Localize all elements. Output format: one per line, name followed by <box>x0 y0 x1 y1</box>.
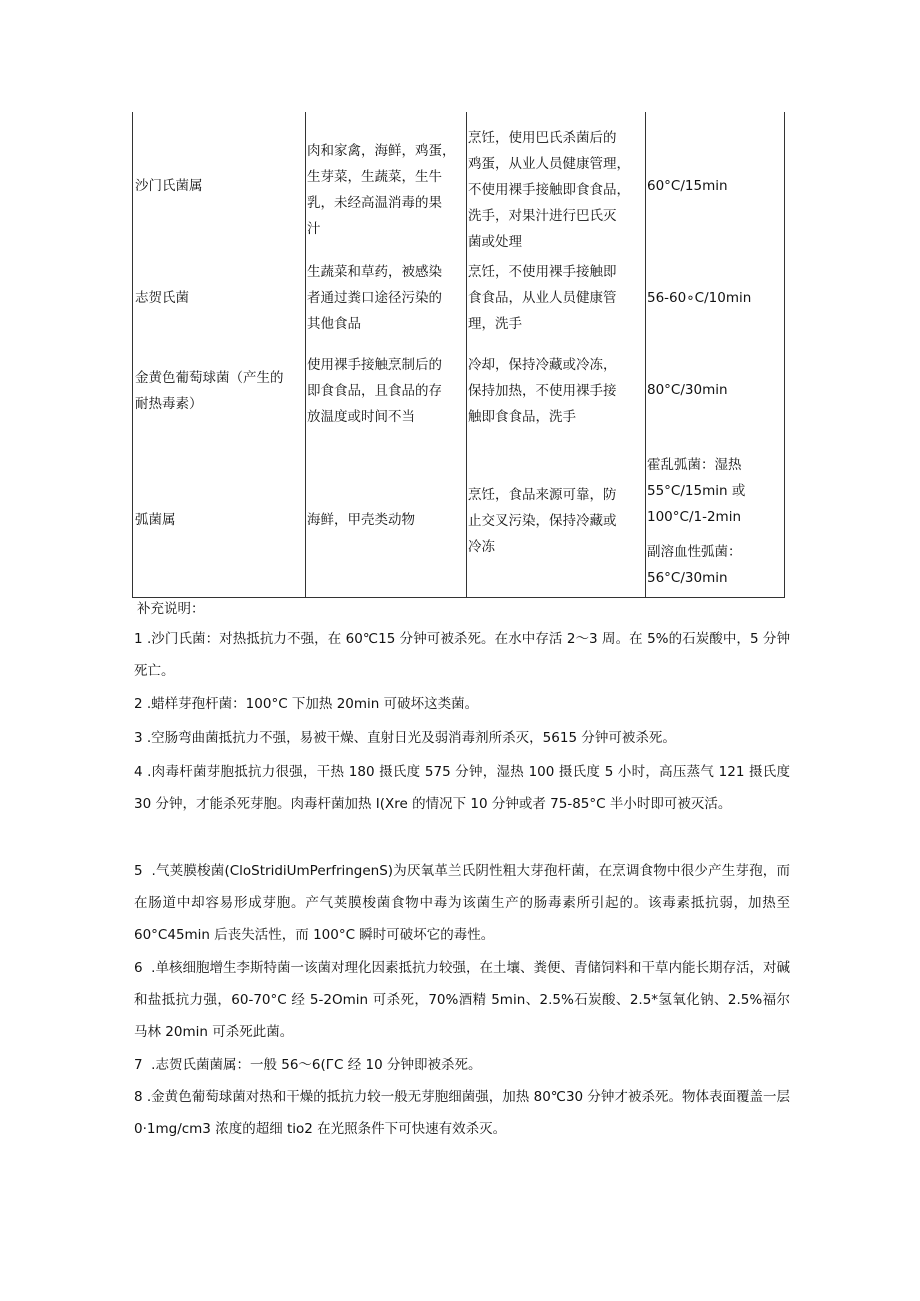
row-3-kill: 80°C∕30min <box>647 382 728 398</box>
row-2-control: 烹饪，不使用裸手接触即 食食品，从业人员健康管 理，洗手 <box>468 264 617 332</box>
column-divider <box>305 112 306 597</box>
row-3-pathogen: 金黄色葡萄球菌（产生的 耐热毒素） <box>135 370 284 412</box>
note-7: 7 .志贺氏菌菌属：一般 56～6(ГC 经 10 分钟即被杀死。 <box>134 1057 482 1073</box>
row-1-pathogen: 沙门氏菌属 <box>135 178 203 194</box>
row-4-source: 海鲜，甲壳类动物 <box>307 512 415 528</box>
row-4-kill-extra: 副溶血性弧菌： 56°C∕30min <box>647 544 742 586</box>
notes-title: 补充说明： <box>137 601 205 617</box>
row-1-kill: 60°C∕15min <box>647 178 728 194</box>
note-3: 3 .空肠弯曲菌抵抗力不强，易被干燥、直射日光及弱消毒剂所杀灭，5615 分钟可被杀死。 <box>134 730 676 746</box>
note-6: 6 .单核细胞增生李斯特菌一该菌对理化因素抵抗力较强，在土壤、粪便、青储饲料和干草内能长期存活，对碱和盐抵抗力强，60-70°C 经 5-2Omin 可杀死，70%酒精 5min、2.5%石炭酸、2.5*氢氧化钠、2.5%福尔马林 20min 可杀死此菌。 <box>134 960 790 1040</box>
row-2-source: 生蔬菜和草药，被感染 者通过粪口途径污染的 其他食品 <box>307 264 442 332</box>
row-2-pathogen: 志贺氏菌 <box>135 290 189 306</box>
note-4: 4 .肉毒杆菌芽胞抵抗力很强，干热 180 摄氏度 575 分钟，湿热 100 摄氏度 5 小时，高压蒸气 121 摄氏度 30 分钟，才能杀死芽胞。肉毒杆菌加热 I(Xre 的情况下 10 分钟或者 75-85°C 半小时即可被灭活。 <box>134 764 790 812</box>
pathogen-table <box>132 112 785 598</box>
note-5: 5 .气荚膜梭菌(CloStridiUmPerfringenS)为厌氧革兰氏阴性粗大芽孢杆菌，在烹调食物中很少产生芽孢，而在肠道中却容易形成芽胞。产气荚膜梭菌食物中毒为该菌生产的肠毒素所引起的。该毒素抵抗弱，加热至 60°C45min 后丧失活性，而 100°C 瞬时可破坏它的毒性。 <box>134 863 790 943</box>
row-4-pathogen: 弧菌属 <box>135 512 176 528</box>
row-1-source: 肉和家禽，海鲜，鸡蛋， 生芽菜，生蔬菜，生牛 乳，未经高温消毒的果 汁 <box>307 143 456 237</box>
row-3-source: 使用裸手接触烹制后的 即食食品，且食品的存 放温度或时间不当 <box>307 357 442 425</box>
row-1-control: 烹饪，使用巴氏杀菌后的 鸡蛋，从业人员健康管理， 不使用裸手接触即食食品， 洗手，对果汁进行巴氏灭 菌或处理 <box>468 130 630 250</box>
row-2-kill: 56-60∘C∕10min <box>647 290 752 306</box>
row-4-kill: 霍乱弧菌：湿热 55°C∕15min 或 100°C∕1-2min <box>647 457 746 525</box>
row-3-control: 冷却，保持冷藏或冷冻， 保持加热，不使用裸手接 触即食食品，洗手 <box>468 357 617 425</box>
note-1: 1 .沙门氏菌：对热抵抗力不强，在 60℃15 分钟可被杀死。在水中存活 2～3 周。在 5%的石炭酸中，5 分钟死亡。 <box>134 631 790 679</box>
note-2: 2 .蜡样芽孢杆菌：100°C 下加热 20min 可破坏这类菌。 <box>134 696 479 712</box>
note-8: 8 .金黄色葡萄球菌对热和干燥的抵抗力较一般无芽胞细菌强，加热 80℃30 分钟才被杀死。物体表面覆盖一层 0·1mg∕cm3 浓度的超细 tio2 在光照条件下可快速有效杀灭。 <box>134 1089 790 1137</box>
row-4-control: 烹饪，食品来源可靠，防 止交叉污染，保持冷藏或 冷冻 <box>468 487 617 555</box>
